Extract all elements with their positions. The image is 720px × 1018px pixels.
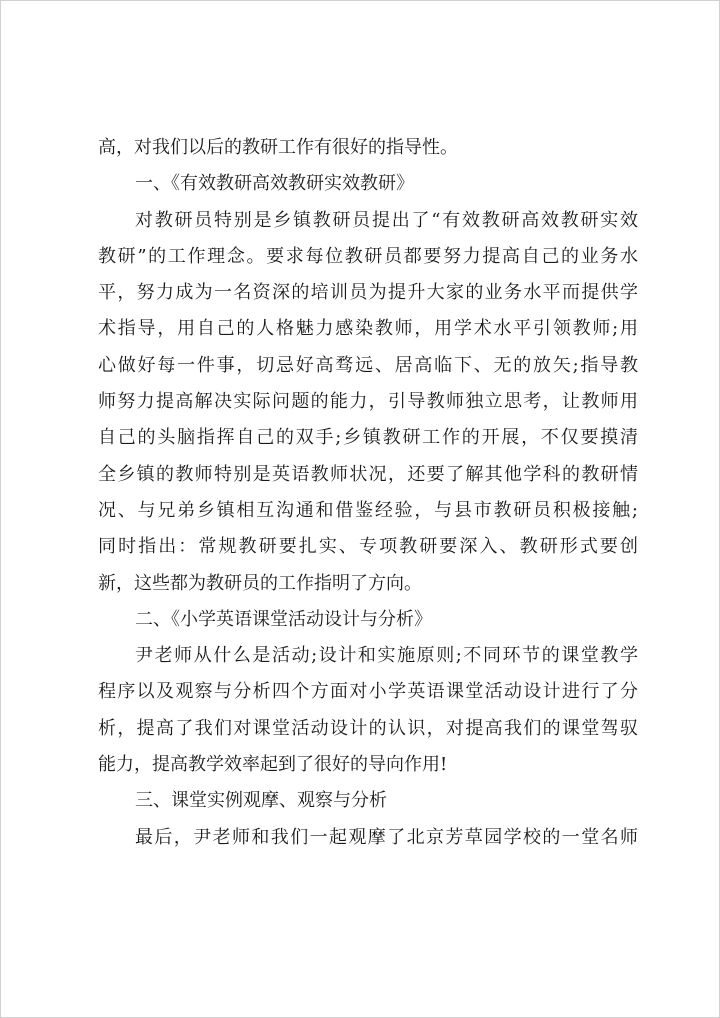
- paragraph-line: 师努力提高解决实际问题的能力，引导教师独立思考，让教师用: [98, 391, 638, 413]
- paragraph-line: 况、与兄弟乡镇相互沟通和借鉴经验，与县市教研员积极接触;: [98, 499, 638, 521]
- paragraph-line: 教研”的工作理念。要求每位教研员都要努力提高自己的业务水: [98, 245, 638, 267]
- paragraph-line: 对教研员特别是乡镇教研员提出了“有效教研高效教研实效: [135, 209, 638, 231]
- paragraph-line: 新，这些都为教研员的工作指明了方向。: [98, 572, 422, 594]
- section-heading-1: 一、《有效教研高效教研实效教研》: [135, 173, 414, 195]
- paragraph-line: 自己的头脑指挥自己的双手;乡镇教研工作的开展，不仅要摸清: [98, 427, 638, 449]
- paragraph-line: 程序以及观察与分析四个方面对小学英语课堂活动设计进行了分: [98, 681, 638, 703]
- section-heading-2: 二、《小学英语课堂活动设计与分析》: [135, 608, 432, 630]
- paragraph-line: 术指导，用自己的人格魅力感染教师，用学术水平引领教师;用: [98, 318, 638, 340]
- paragraph-line: 高，对我们以后的教研工作有很好的指导性。: [98, 137, 458, 158]
- paragraph-line: 能力，提高教学效率起到了很好的导向作用!: [98, 754, 448, 776]
- paragraph-line: 同时指出：常规教研要扎实、专项教研要深入、教研形式要创: [98, 536, 638, 558]
- paragraph-line: 全乡镇的教师特别是英语教师状况，还要了解其他学科的教研情: [98, 463, 638, 485]
- paragraph-line: 尹老师从什么是活动;设计和实施原则;不同环节的课堂教学: [135, 645, 638, 667]
- paragraph-line: 平，努力成为一名资深的培训员为提升大家的业务水平而提供学: [98, 282, 638, 304]
- body-text: [98, 130, 638, 856]
- section-heading-3: 三、课堂实例观摩、观察与分析: [135, 790, 387, 812]
- paragraph-line: 最后，尹老师和我们一起观摩了北京芳草园学校的一堂名师: [135, 826, 638, 848]
- paragraph-line: 心做好每一件事，切忌好高骛远、居高临下、无的放矢;指导教: [98, 354, 638, 376]
- paragraph-line: 析，提高了我们对课堂活动设计的认识，对提高我们的课堂驾驭: [98, 717, 638, 739]
